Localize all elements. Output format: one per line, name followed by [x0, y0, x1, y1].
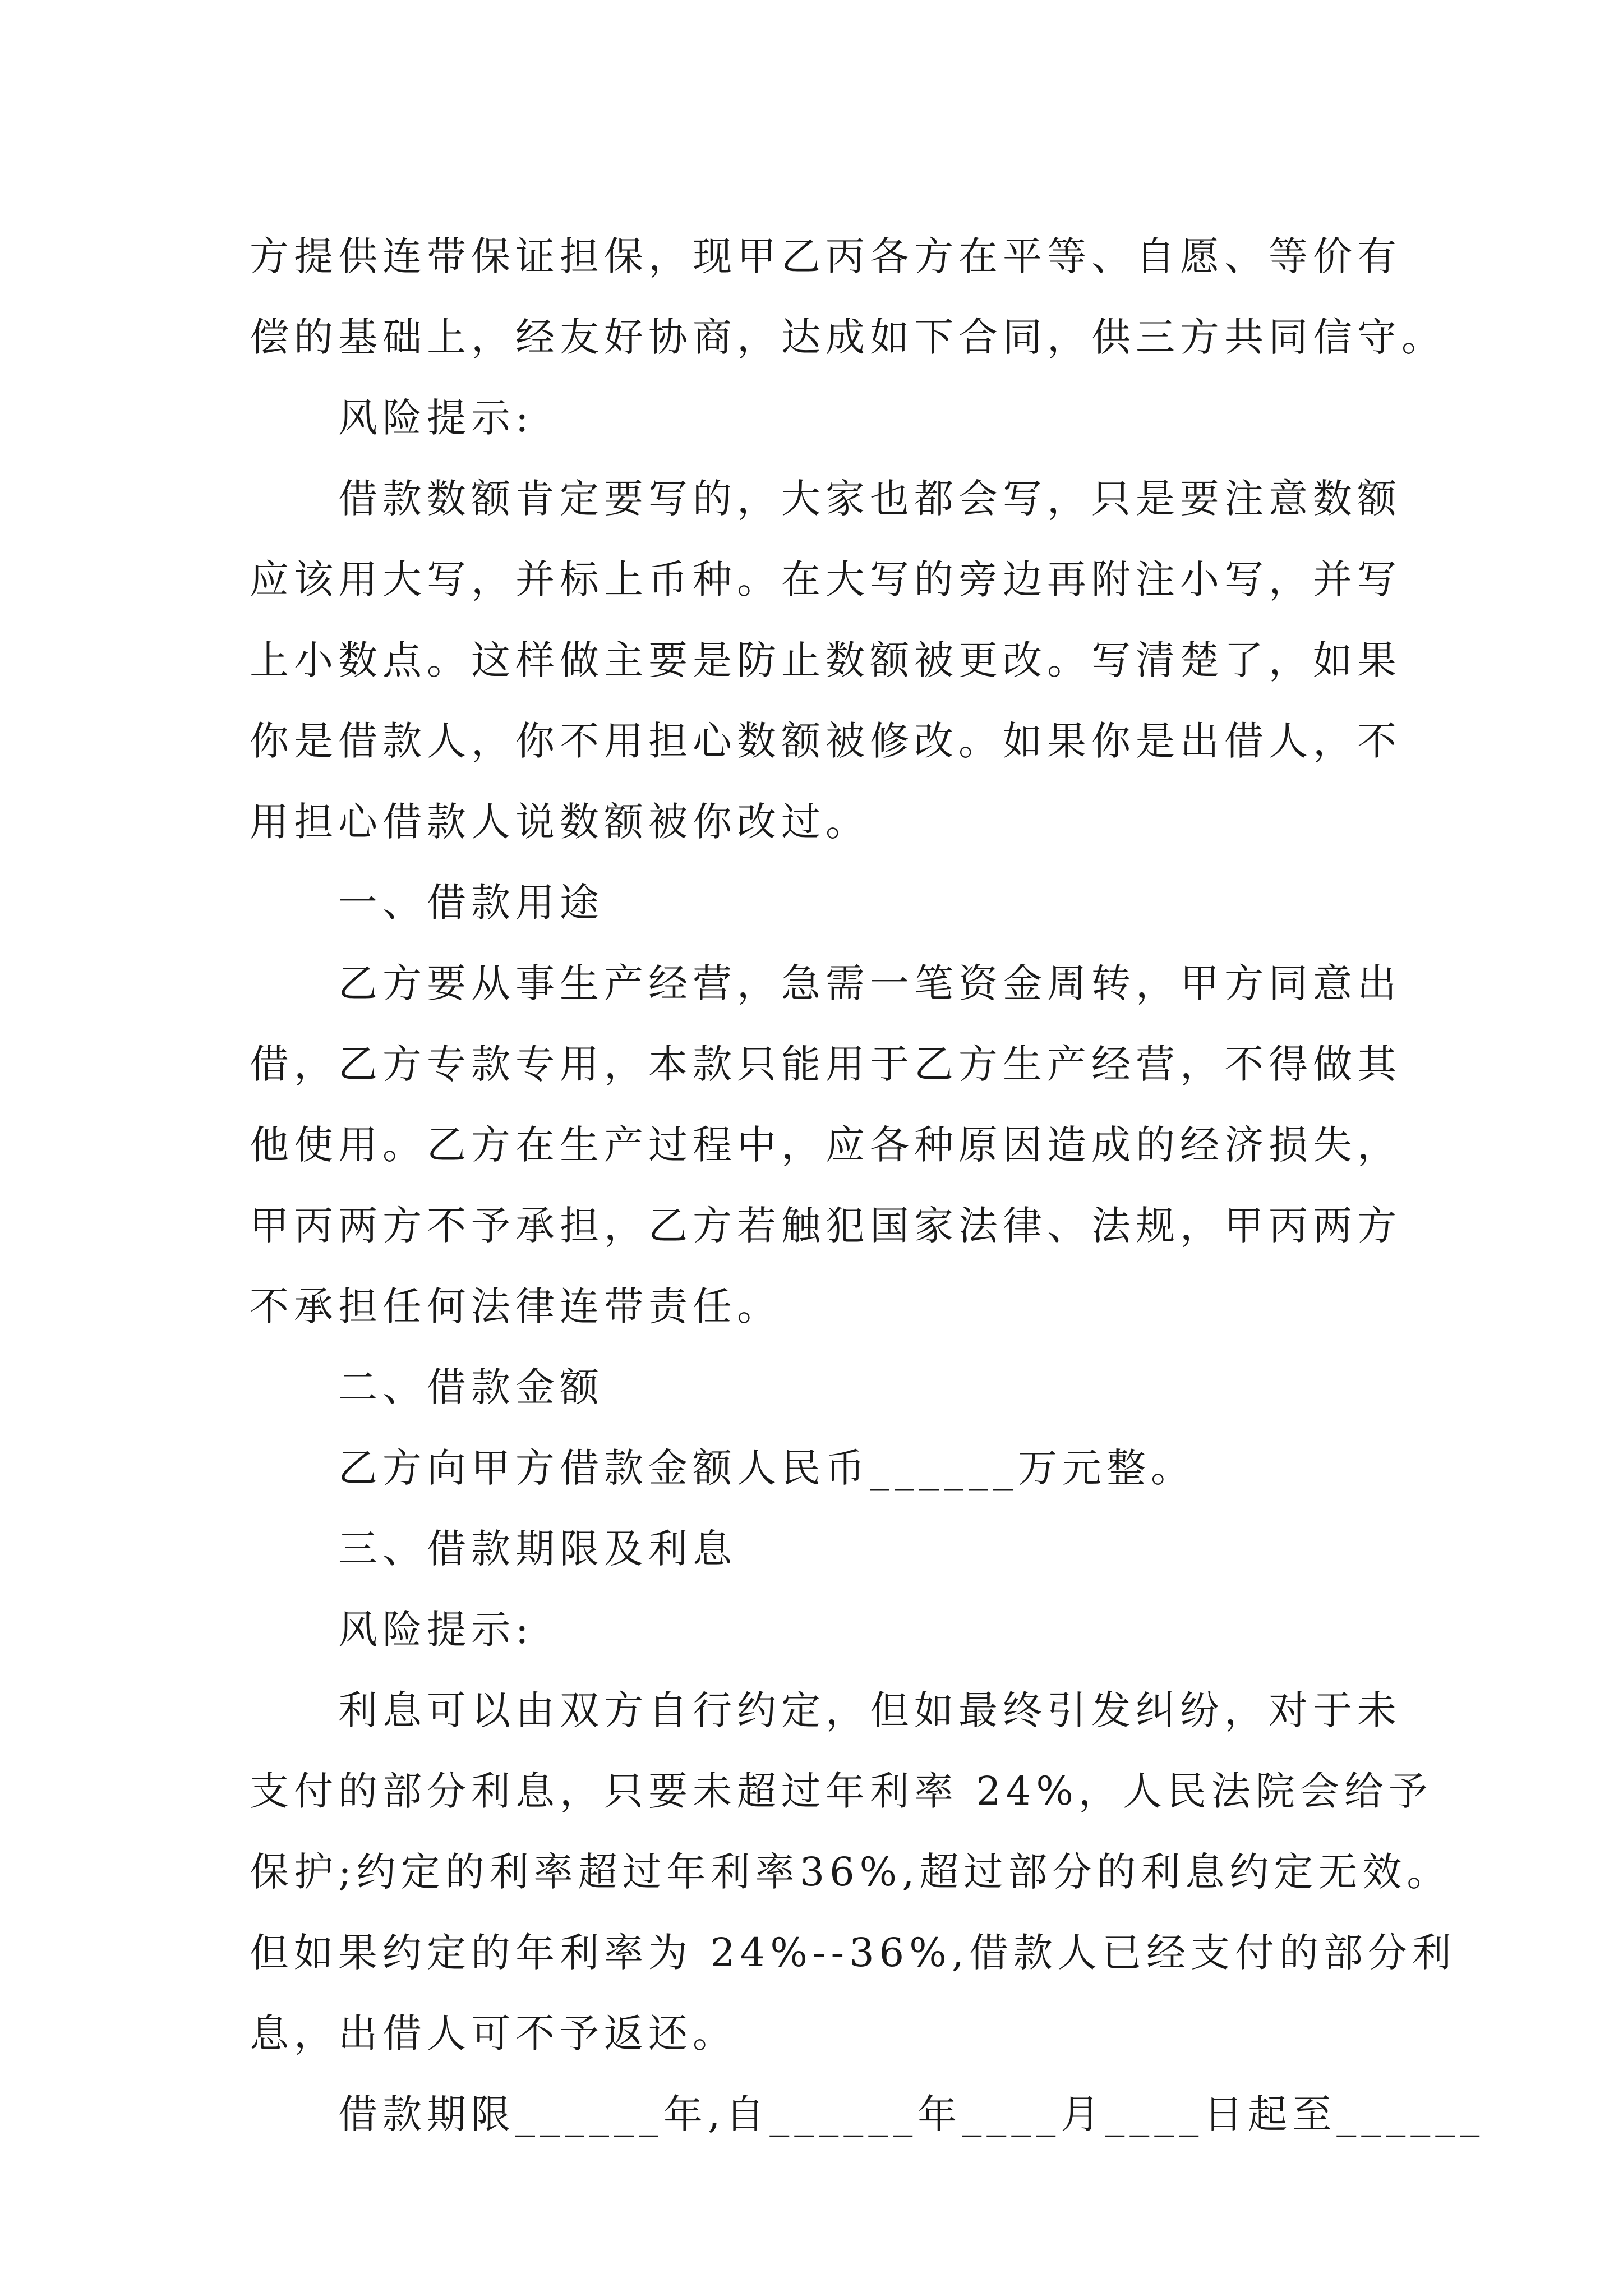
paragraph-line: 借款期限______年,自______年____月____日起至______ — [338, 2091, 1485, 2137]
paragraph-line: 你是借款人，你不用担心数额被修改。如果你是出借人，不 — [250, 718, 1401, 764]
paragraph-line: 乙方要从事生产经营，急需一笔资金周转，甲方同意出 — [338, 960, 1401, 1006]
section-heading-purpose: 一、借款用途 — [338, 880, 604, 926]
paragraph-line: 不承担任何法律连带责任。 — [250, 1283, 781, 1329]
document-body — [250, 216, 1485, 2155]
paragraph-line: 息，出借人可不予返还。 — [250, 2010, 737, 2056]
paragraph-line: 利息可以由双方自行约定，但如最终引发纠纷，对于未 — [338, 1687, 1401, 1733]
paragraph-line: 甲丙两方不予承担，乙方若触犯国家法律、法规，甲丙两方 — [250, 1203, 1401, 1249]
paragraph-line: 偿的基础上，经友好协商，达成如下合同，供三方共同信守。 — [250, 314, 1446, 360]
risk-notice-heading: 风险提示: — [338, 1607, 534, 1653]
paragraph-line: 上小数点。这样做主要是防止数额被更改。写清楚了，如果 — [250, 637, 1401, 683]
paragraph-line: 借款数额肯定要写的，大家也都会写，只是要注意数额 — [338, 476, 1401, 522]
paragraph-line: 但如果约定的年利率为 24%--36%,借款人已经支付的部分利 — [250, 1930, 1456, 1976]
paragraph-line: 借，乙方专款专用，本款只能用于乙方生产经营，不得做其 — [250, 1041, 1401, 1087]
paragraph-line: 应该用大写，并标上币种。在大写的旁边再附注小写，并写 — [250, 556, 1401, 602]
section-heading-amount: 二、借款金额 — [338, 1364, 604, 1410]
paragraph-line: 用担心借款人说数额被你改过。 — [250, 799, 870, 845]
paragraph-line: 他使用。乙方在生产过程中，应各种原因造成的经济损失， — [250, 1122, 1401, 1168]
paragraph-line: 支付的部分利息，只要未超过年利率 24%，人民法院会给予 — [250, 1768, 1433, 1814]
paragraph-line: 保护;约定的利率超过年利率36%,超过部分的利息约定无效。 — [250, 1849, 1451, 1895]
risk-notice-heading: 风险提示: — [338, 395, 534, 441]
section-heading-term: 三、借款期限及利息 — [338, 1526, 737, 1572]
paragraph-line: 方提供连带保证担保，现甲乙丙各方在平等、自愿、等价有 — [250, 233, 1401, 279]
paragraph-line: 乙方向甲方借款金额人民币______万元整。 — [338, 1445, 1195, 1491]
